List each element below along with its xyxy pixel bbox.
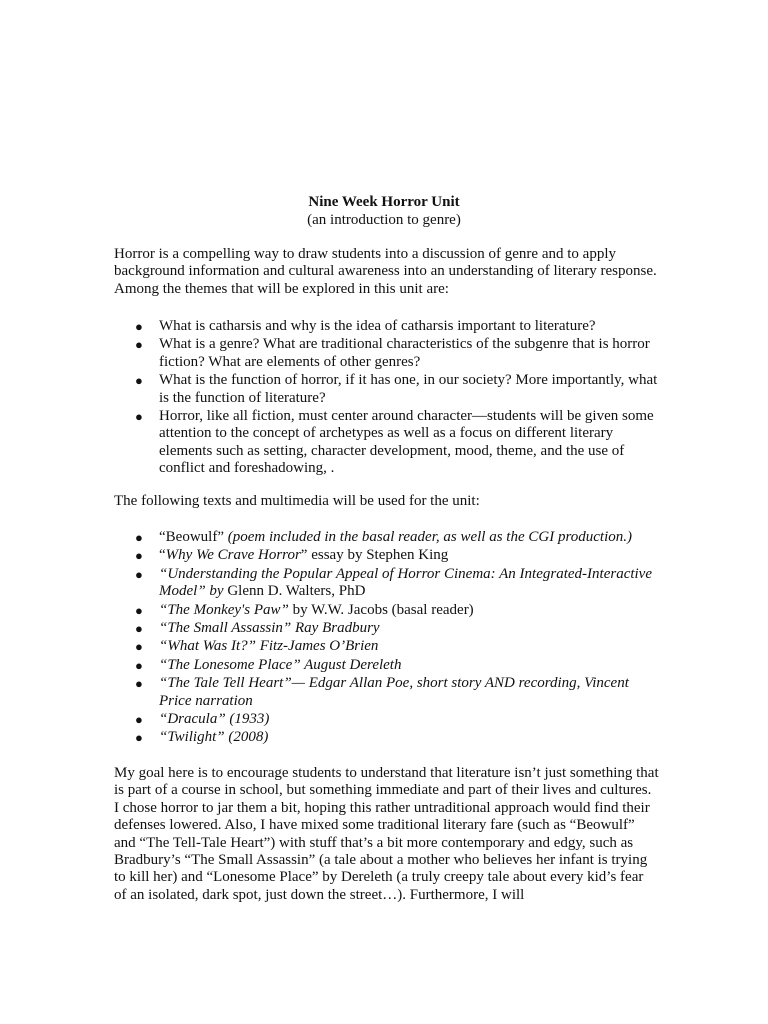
bullet-icon: ● <box>135 639 143 655</box>
text-italic: “Twilight” (2008) <box>159 729 269 746</box>
bullet-icon: ● <box>135 730 143 746</box>
list-item <box>114 675 659 710</box>
text-italic: “What Was It?” Fitz-James O’Brien <box>159 638 379 655</box>
text-italic: “The Monkey's Paw” <box>159 601 289 618</box>
bullet-icon: ● <box>135 602 143 618</box>
list-item <box>114 620 659 637</box>
document-title: Nine Week Horror Unit <box>308 194 460 210</box>
list-item <box>114 529 659 546</box>
text-italic: (poem included in the basal reader, as well as the CGI production.) <box>227 529 632 545</box>
list-item <box>114 408 659 478</box>
text-plain: “Beowulf” <box>159 529 228 545</box>
texts-list <box>114 529 659 748</box>
intro-paragraph: Horror is a compelling way to draw students into a discussion of genre and to apply background information and cultural awareness into an understanding of literary response. Among the themes that will be explored in this unit are: <box>114 246 657 297</box>
text-plain: ” essay by Stephen King <box>300 547 449 564</box>
theme-text: What is catharsis and why is the idea of catharsis important to literature? <box>159 318 596 334</box>
text-italic: “The Tale Tell Heart”— Edgar Allan Poe, short story AND recording, Vincent Price narration <box>159 675 629 709</box>
list-item <box>114 336 659 371</box>
text-italic: “Dracula” (1933) <box>159 711 270 728</box>
bullet-icon: ● <box>135 548 143 564</box>
bullet-icon: ● <box>135 621 143 637</box>
theme-text: What is the function of horror, if it has one, in our society? More importantly, what is the function of literature? <box>159 372 658 406</box>
text-italic: “The Small Assassin” Ray Bradbury <box>159 620 380 637</box>
list-item <box>114 602 659 619</box>
text-italic: “The Lonesome Place” August Dereleth <box>159 656 402 673</box>
list-item <box>114 711 659 728</box>
text-plain: Glenn D. Walters, PhD <box>223 583 366 600</box>
bullet-icon: ● <box>135 530 143 545</box>
list-item <box>114 657 659 674</box>
list-item <box>114 729 659 746</box>
goal-paragraph: My goal here is to encourage students to understand that literature isn’t just something that is part of a course in school, but something immediate and part of their lives and cultures. I chose horror to jar them a bit, hoping this rather untraditional approach would find their defenses lowered. Also, I have mixed some traditional literary fare (such as “Beowulf” and “The Tell-Tale Heart”) with stuff that’s a bit more contemporary and edgy, such as Bradbury’s “The Small Assassin” (a tale about a mother who believes her infant is trying to kill her) and “Lonesome Place” by Dereleth (a truly creepy tale about every kid’s fear of an isolated, dark spot, just down the street…). Furthermore, I will <box>114 765 659 903</box>
list-item <box>114 638 659 655</box>
document-subtitle: (an introduction to genre) <box>307 212 461 228</box>
list-item <box>114 566 659 601</box>
text-italic: Why We Crave Horror <box>165 547 301 564</box>
list-item <box>114 547 659 564</box>
text-italic: “Understanding the Popular Appeal of Horror Cinema: An Integrated-Interactive Model” by <box>159 565 653 600</box>
bullet-icon: ● <box>135 657 143 673</box>
theme-text: What is a genre? What are traditional characteristics of the subgenre that is horror fiction? What are elements of other genres? <box>159 336 650 370</box>
themes-list <box>114 318 659 479</box>
bullet-icon: ● <box>135 566 143 582</box>
bullet-icon: ● <box>135 319 143 334</box>
bullet-icon: ● <box>135 712 143 728</box>
bullet-icon: ● <box>135 676 143 692</box>
bullet-icon: ● <box>135 409 143 425</box>
texts-intro: The following texts and multimedia will be used for the unit: <box>114 493 480 509</box>
bullet-icon: ● <box>135 337 143 353</box>
text-plain: by W.W. Jacobs (basal reader) <box>288 601 474 618</box>
theme-text: Horror, like all fiction, must center around character—students will be given some attention to the concept of archetypes as well as a focus on different literary elements such as setting, character development, mood, theme, and the use of conflict and foreshadowing, . <box>159 408 654 477</box>
list-item <box>114 372 659 407</box>
text-plain: “ <box>159 547 166 564</box>
list-item <box>114 318 659 335</box>
bullet-icon: ● <box>135 373 143 389</box>
